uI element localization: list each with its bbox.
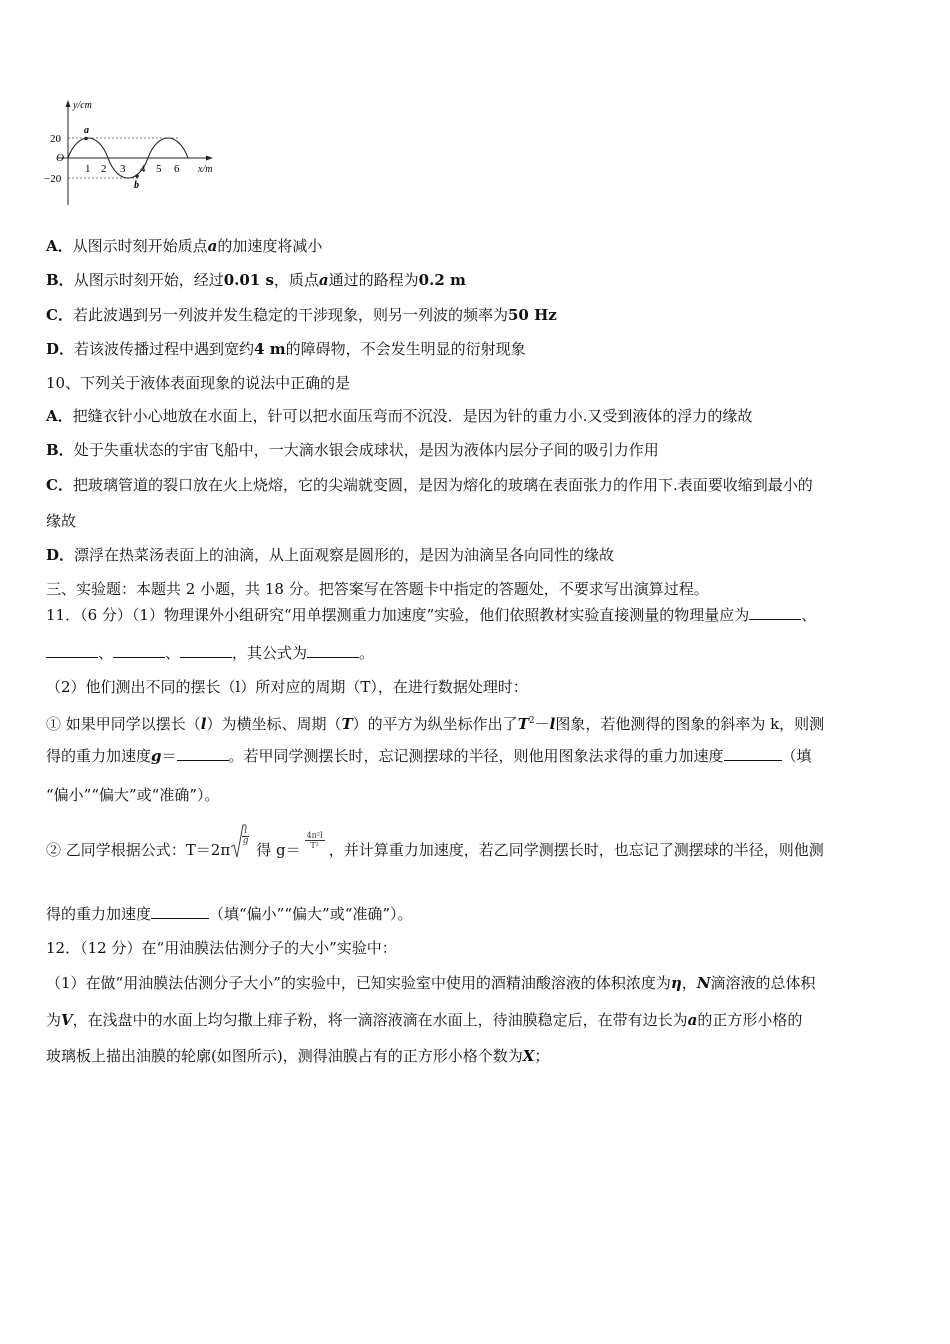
var-N: N	[696, 974, 711, 992]
fraction-numerator: 4π²l	[306, 830, 323, 840]
text: ＝	[161, 747, 177, 765]
separator: 、	[98, 644, 114, 662]
q10-option-c-continued: 缘故	[46, 512, 77, 530]
q11-stem	[46, 605, 816, 625]
distance-value: 0.2 m	[418, 271, 466, 289]
y-tick-neg20: −20	[44, 173, 62, 185]
text: ，	[681, 974, 697, 992]
q12-stem: 12．（12 分）在“用油膜法估测分子的大小”实验中：	[46, 939, 397, 957]
option-label: A．	[46, 237, 73, 255]
y-tick-20: 20	[50, 133, 61, 145]
var-T: T	[517, 715, 529, 733]
q10-option-c[interactable]	[46, 475, 813, 495]
option-text: 从图示时刻开始，经过	[73, 271, 224, 289]
text: 的正方形小格的	[697, 1011, 803, 1029]
option-label: C．	[46, 306, 73, 324]
text: ）的平方为纵坐标作出了	[352, 715, 518, 733]
var-a: a	[687, 1011, 698, 1029]
option-text: 漂浮在热菜汤表面上的油滴，从上面观察是圆形的，是因为油滴呈各向同性的缘故	[74, 546, 615, 564]
width-value: 4 m	[254, 340, 286, 358]
option-text-end: 的加速度将减小	[217, 237, 323, 255]
text: 得的重力加速度	[46, 905, 152, 923]
point-b-marker	[135, 174, 139, 178]
var-a: a	[207, 237, 218, 255]
answer-blank-g[interactable]	[177, 746, 229, 761]
text: 得的重力加速度	[46, 747, 152, 765]
option-label: C．	[46, 476, 73, 494]
x-axis-arrow	[206, 156, 213, 161]
answer-blank-accuracy-1[interactable]	[724, 746, 782, 761]
text: 得 g＝	[256, 841, 301, 859]
option-text: 把缝衣针小心地放在水面上，针可以把水面压弯而不沉没．是因为针的重力小.又受到液体的浮力的缘故	[72, 407, 753, 425]
q10-stem: 10、下列关于液体表面现象的说法中正确的是	[46, 374, 351, 392]
answer-blank-accuracy-2[interactable]	[151, 904, 209, 919]
q11-part2-item2-cont	[46, 904, 413, 924]
var-g: g	[151, 747, 162, 765]
q9-option-c[interactable]	[46, 305, 557, 325]
option-label: D．	[46, 340, 75, 358]
answer-blank-3[interactable]	[113, 643, 165, 658]
fraction-denominator: T²	[310, 840, 319, 850]
q11-part2-item1	[46, 711, 824, 734]
x-tick-6: 6	[174, 163, 180, 175]
var-l: l	[549, 715, 556, 733]
sqrt-formula	[230, 823, 249, 861]
point-a-marker	[84, 137, 88, 141]
text: 玻璃板上描出油膜的轮廓(如图所示)，测得油膜占有的正方形小格个数为	[46, 1047, 523, 1065]
option-label: A．	[46, 407, 73, 425]
text: （1）在做“用油膜法估测分子大小”的实验中，已知实验室中使用的酒精油酸溶液的体积浓度为	[46, 974, 671, 992]
var-T: T	[341, 715, 353, 733]
q11-part2-item1-options: “偏小”“偏大”或“准确”）。	[46, 786, 220, 804]
text: （填	[781, 747, 812, 765]
time-value: 0.01 s	[223, 271, 274, 289]
q12-part1-line2	[46, 1010, 802, 1030]
y-axis-arrow	[66, 100, 71, 107]
section-3-heading: 三、实验题：本题共 2 小题，共 18 分。把答案写在答题卡中指定的答题处，不要求写出演算过程。	[46, 580, 709, 598]
origin-label: O	[56, 152, 64, 164]
q10-option-b[interactable]	[46, 440, 659, 460]
y-axis-label: y/cm	[73, 100, 92, 111]
text: 滴溶液的总体积	[710, 974, 816, 992]
text: －	[534, 715, 550, 733]
option-text-end: 的障碍物，不会发生明显的衍射现象	[285, 340, 526, 358]
option-text-mid: ，质点	[273, 271, 319, 289]
q11-part2-item1-cont	[46, 746, 812, 766]
text: ，在浅盘中的水面上均匀撒上痱子粉，将一滴溶液滴在水面上，待油膜稳定后，在带有边长为	[72, 1011, 688, 1029]
var-X: X	[522, 1047, 535, 1065]
answer-blank-4[interactable]	[180, 643, 232, 658]
x-axis-label: x/m	[198, 164, 213, 175]
var-l: l	[200, 715, 207, 733]
point-b-label: b	[134, 180, 139, 191]
x-tick-1: 1	[85, 163, 91, 175]
q11-stem-text: 11．（6 分）（1）物理课外小组研究“用单摆测重力加速度”实验，他们依照教材实验直接测量的物理量应为	[46, 606, 750, 624]
option-text-mid2: 通过的路程为	[328, 271, 419, 289]
sqrt-denominator: g	[242, 836, 249, 846]
var-V: V	[61, 1011, 73, 1029]
q11-part2-item2	[46, 826, 824, 861]
q12-part1-line3	[46, 1046, 549, 1066]
separator: 、	[801, 606, 817, 624]
point-a-label: a	[84, 125, 89, 136]
q9-option-a[interactable]	[46, 236, 322, 256]
q11-part2: （2）他们测出不同的摆长（l）所对应的周期（T），在进行数据处理时：	[46, 678, 528, 696]
text: ，并计算重力加速度，若乙同学测摆长时，也忘记了测摆球的半径，则他测	[328, 841, 824, 859]
option-text: 若此波遇到另一列波并发生稳定的干涉现象，则另一列波的频率为	[72, 306, 508, 324]
text: 图象，若他测得的图象的斜率为 k，则测	[555, 715, 825, 733]
text: ）为横坐标、周期（	[206, 715, 342, 733]
q9-option-d[interactable]	[46, 339, 526, 359]
q12-part1-line1	[46, 973, 816, 993]
var-eta: η	[670, 974, 682, 992]
x-tick-4: 4	[140, 163, 146, 175]
g-fraction	[305, 831, 325, 850]
q10-option-d[interactable]	[46, 545, 614, 565]
q11-blanks-line	[46, 643, 374, 663]
q9-option-b[interactable]	[46, 270, 466, 290]
sqrt-numerator: l	[244, 826, 248, 836]
text: ② 乙同学根据公式：T＝2π	[46, 841, 231, 859]
x-tick-3: 3	[120, 163, 126, 175]
option-text: 把玻璃管道的裂口放在火上烧熔，它的尖端就变圆，是因为熔化的玻璃在表面张力的作用下.表面要收缩到最小的	[72, 476, 813, 494]
answer-blank-2[interactable]	[46, 643, 98, 658]
text: ；	[534, 1047, 550, 1065]
var-a: a	[318, 271, 329, 289]
period: 。	[359, 644, 375, 662]
separator: 、	[165, 644, 181, 662]
superscript-2: 2	[528, 716, 535, 726]
x-tick-2: 2	[101, 163, 107, 175]
x-tick-5: 5	[156, 163, 162, 175]
sqrt-fraction	[242, 827, 249, 846]
option-text: 处于失重状态的宇宙飞船中，一大滴水银会成球状，是因为液体内层分子间的吸引力作用	[73, 441, 659, 459]
option-label: B．	[46, 271, 74, 289]
q10-option-a[interactable]	[46, 406, 752, 426]
option-text: 从图示时刻开始质点	[72, 237, 208, 255]
option-text: 若该波传播过程中遇到宽约	[74, 340, 255, 358]
text: （填“偏小”“偏大”或“准确”）。	[209, 905, 413, 923]
text: 。若甲同学测摆长时，忘记测摆球的半径，则他用图象法求得的重力加速度	[228, 747, 724, 765]
formula-text: ，其公式为	[232, 644, 308, 662]
option-label: D．	[46, 546, 75, 564]
answer-blank-formula[interactable]	[307, 643, 359, 658]
answer-blank-1[interactable]	[749, 605, 801, 620]
wave-graph	[40, 95, 230, 215]
frequency-value: 50 Hz	[507, 306, 557, 324]
option-label: B．	[46, 441, 74, 459]
text: ① 如果甲同学以摆长（	[46, 715, 201, 733]
text: 为	[46, 1011, 62, 1029]
